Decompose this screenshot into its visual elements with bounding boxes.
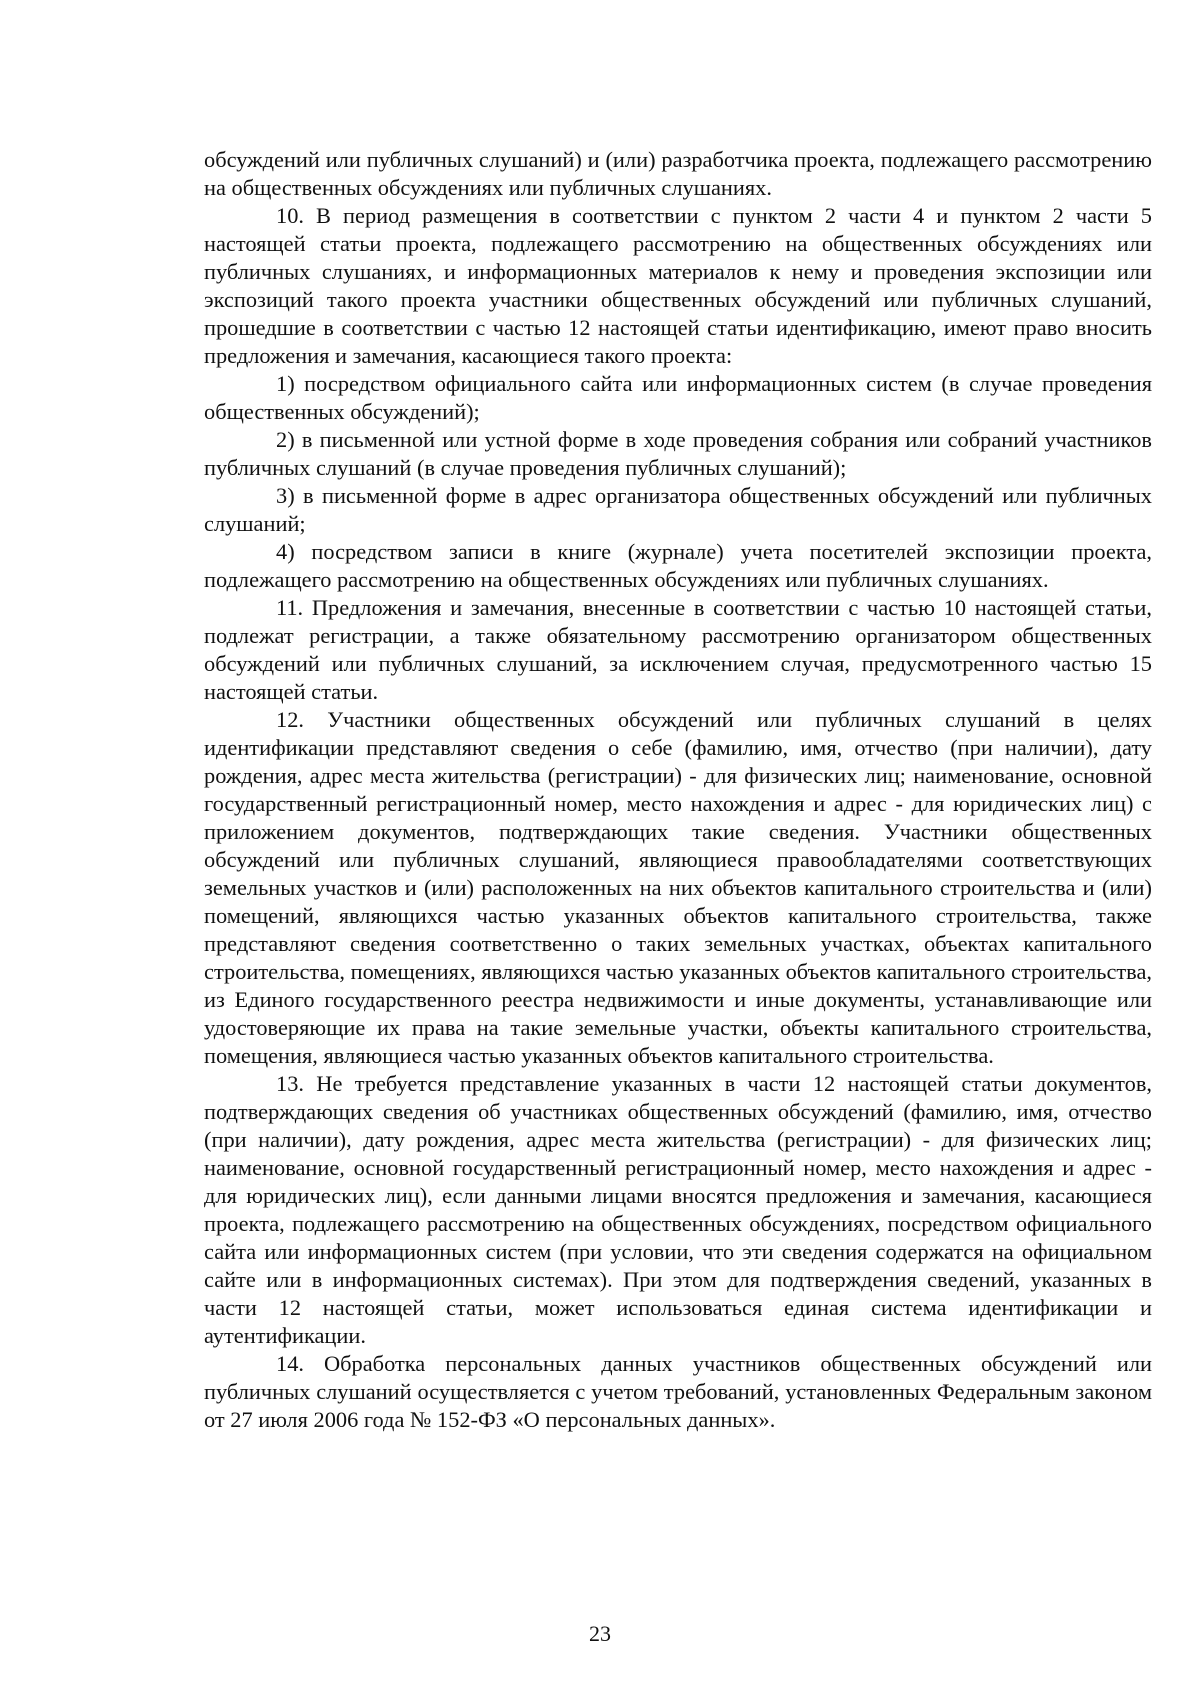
paragraph-11: 11. Предложения и замечания, внесенные в соответствии с частью 10 настоящей статьи, подлежат регистрации, а также обязательному рассмотрению организатором общественных обсуждений или публичных слушаний, за исключением случая, предусмотренного частью 15 настоящей статьи. [204,595,1152,704]
list-item-1: 1) посредством официального сайта или информационных систем (в случае проведения общественных обсуждений); [204,371,1152,424]
paragraph-13: 13. Не требуется представление указанных в части 12 настоящей статьи документов, подтверждающих сведения об участниках общественных обсуждений (фамилию, имя, отчество (при наличии), дату рождения, адрес места жительства (регистрации) - для физических лиц; наименование, основной государственный регистрационный номер, место нахождения и адрес - для юридических лиц), если данными лицами вносятся предложения и замечания, касающиеся проекта, подлежащего рассмотрению на общественных обсуждениях, посредством официального сайта или информационных систем (при условии, что эти сведения содержатся на официальном сайте или в информационных системах). При этом для подтверждения сведений, указанных в части 12 настоящей статьи, может использоваться единая система идентификации и аутентификации. [204,1071,1152,1348]
list-item-4: 4) посредством записи в книге (журнале) учета посетителей экспозиции проекта, подлежащего рассмотрению на общественных обсуждениях или публичных слушаниях. [204,539,1152,592]
paragraph-12: 12. Участники общественных обсуждений или публичных слушаний в целях идентификации представляют сведения о себе (фамилию, имя, отчество (при наличии), дату рождения, адрес места жительства (регистрации) - для физических лиц; наименование, основной государственный регистрационный номер, место нахождения и адрес - для юридических лиц) с приложением документов, подтверждающих такие сведения. Участники общественных обсуждений или публичных слушаний, являющиеся правообладателями соответствующих земельных участков и (или) расположенных на них объектов капитального строительства и (или) помещений, являющихся частью указанных объектов капитального строительства, также представляют сведения соответственно о таких земельных участках, объектах капитального строительства, помещениях, являющихся частью указанных объектов капитального строительства, из Единого государственного реестра недвижимости и иные документы, устанавливающие или удостоверяющие их права на такие земельные участки, объекты капитального строительства, помещения, являющиеся частью указанных объектов капитального строительства. [204,707,1152,1068]
list-item-2: 2) в письменной или устной форме в ходе проведения собрания или собраний участников публичных слушаний (в случае проведения публичных слушаний); [204,427,1152,480]
paragraph-10: 10. В период размещения в соответствии с пунктом 2 части 4 и пунктом 2 части 5 настоящей статьи проекта, подлежащего рассмотрению на общественных обсуждениях или публичных слушаниях, и информационных материалов к нему и проведения экспозиции или экспозиций такого проекта участники общественных обсуждений или публичных слушаний, прошедшие в соответствии с частью 12 настоящей статьи идентификацию, имеют право вносить предложения и замечания, касающиеся такого проекта: [204,203,1152,368]
paragraph-continuation: обсуждений или публичных слушаний) и (или) разработчика проекта, подлежащего рассмотрению на общественных обсуждениях или публичных слушаниях. [204,147,1152,200]
document-body [204,146,1152,1434]
page-number: 23 [589,1621,611,1646]
paragraph-14: 14. Обработка персональных данных участников общественных обсуждений или публичных слушаний осуществляется с учетом требований, установленных Федеральным законом от 27 июля 2006 года № 152-ФЗ «О персональных данных». [204,1351,1152,1432]
list-item-3: 3) в письменной форме в адрес организатора общественных обсуждений или публичных слушаний; [204,483,1152,536]
